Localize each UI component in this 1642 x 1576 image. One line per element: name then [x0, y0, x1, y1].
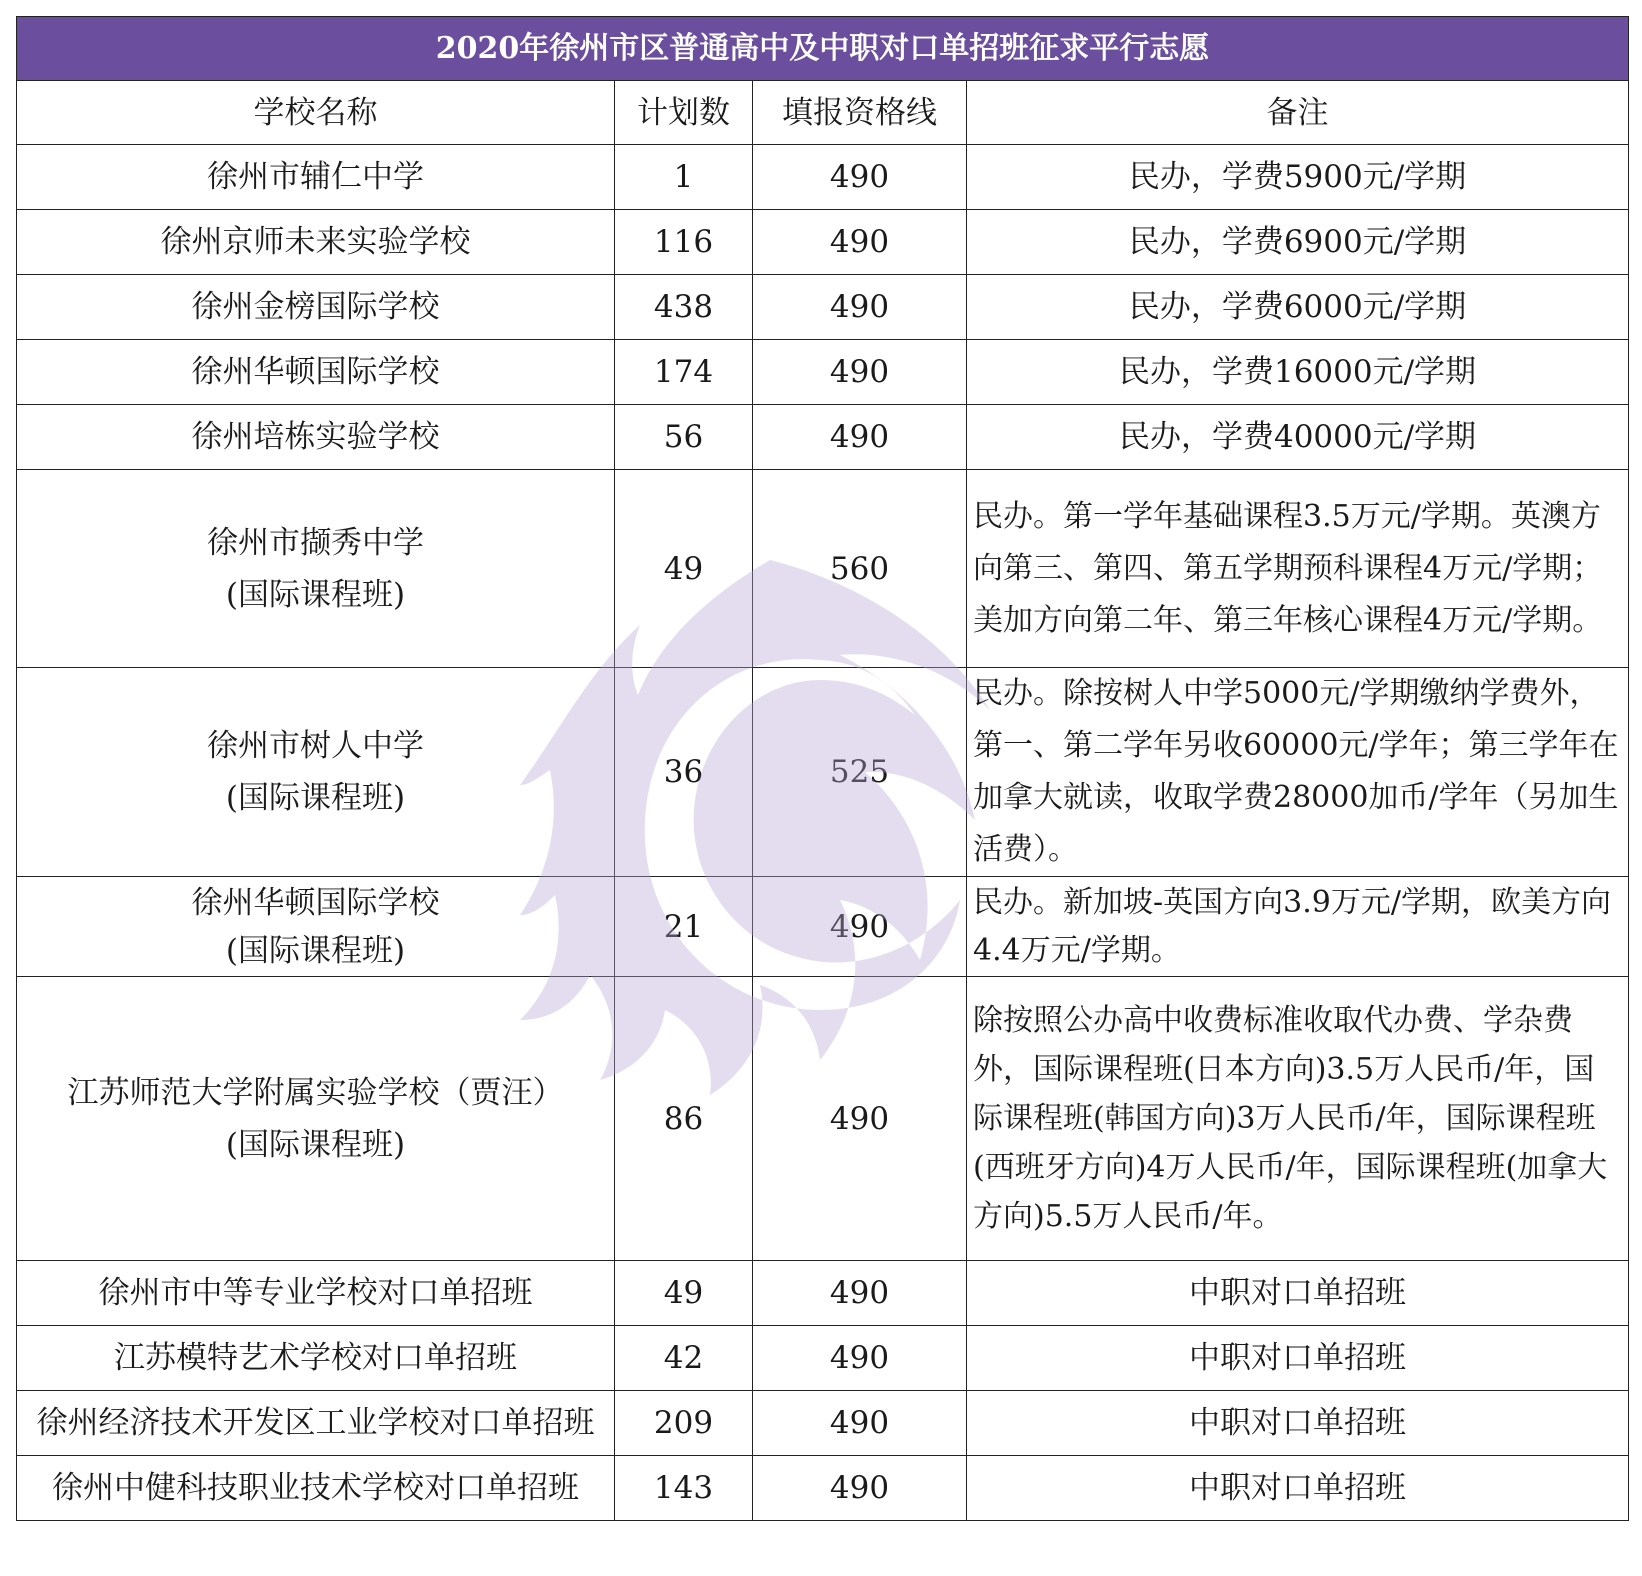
plan-count: 174	[615, 340, 753, 405]
note: 中职对口单招班	[967, 1456, 1629, 1521]
header-note: 备注	[967, 81, 1629, 145]
school-name	[17, 470, 615, 668]
school-name-line2: (国际课程班)	[225, 576, 406, 613]
score-line: 490	[753, 1261, 967, 1326]
school-name	[17, 877, 615, 977]
note: 除按照公办高中收费标准收取代办费、学杂费外，国际课程班(日本方向)3.5万人民币/年，国际课程班(韩国方向)3万人民币/年，国际课程班(西班牙方向)4万人民币/年，国际课程班(加拿大方向)5.5万人民币/年。	[967, 977, 1629, 1261]
school-name	[17, 977, 615, 1261]
school-name-line2: (国际课程班)	[225, 780, 406, 816]
score-line: 490	[753, 877, 967, 977]
table-row	[17, 405, 1629, 470]
school-name	[17, 1261, 615, 1326]
score-line: 490	[753, 340, 967, 405]
school-name-line2: (国际课程班)	[225, 1126, 406, 1163]
note: 民办，学费40000元/学期	[967, 405, 1629, 470]
note: 民办。第一学年基础课程3.5万元/学期。英澳方向第三、第四、第五学期预科课程4万元/学期；美加方向第二年、第三年核心课程4万元/学期。	[967, 470, 1629, 668]
school-name-line1: 徐州中健科技职业技术学校对口单招班	[52, 1470, 579, 1506]
score-line: 490	[753, 1456, 967, 1521]
school-name	[17, 340, 615, 405]
school-name	[17, 1391, 615, 1456]
plan-count: 438	[615, 275, 753, 340]
plan-count: 49	[615, 1261, 753, 1326]
plan-count: 42	[615, 1326, 753, 1391]
school-name-line1: 徐州市中等专业学校对口单招班	[98, 1275, 533, 1311]
score-line: 525	[753, 668, 967, 877]
score-line: 490	[753, 405, 967, 470]
school-name	[17, 1326, 615, 1391]
table-row	[17, 145, 1629, 210]
score-line: 490	[753, 210, 967, 275]
score-line: 490	[753, 977, 967, 1261]
school-name-line1: 徐州市树人中学	[207, 728, 424, 764]
table-row	[17, 1261, 1629, 1326]
note: 民办，学费16000元/学期	[967, 340, 1629, 405]
plan-count: 49	[615, 470, 753, 668]
plan-count: 116	[615, 210, 753, 275]
note: 中职对口单招班	[967, 1261, 1629, 1326]
note: 民办，学费5900元/学期	[967, 145, 1629, 210]
school-name	[17, 668, 615, 877]
table-row	[17, 1391, 1629, 1456]
note: 民办。新加坡-英国方向3.9万元/学期，欧美方向4.4万元/学期。	[967, 877, 1629, 977]
note: 民办，学费6900元/学期	[967, 210, 1629, 275]
school-name	[17, 1456, 615, 1521]
note: 民办，学费6000元/学期	[967, 275, 1629, 340]
admission-table	[16, 16, 1629, 1521]
score-line: 490	[753, 275, 967, 340]
school-name-line1: 徐州金榜国际学校	[191, 289, 440, 325]
note: 中职对口单招班	[967, 1391, 1629, 1456]
table-row	[17, 275, 1629, 340]
school-name-line1: 江苏师范大学附属实验学校（贾汪）	[67, 1074, 564, 1111]
school-name-line1: 徐州经济技术开发区工业学校对口单招班	[36, 1405, 595, 1441]
table-row	[17, 668, 1629, 877]
note: 民办。除按树人中学5000元/学期缴纳学费外，第一、第二学年另收60000元/学年；第三学年在加拿大就读，收取学费28000加币/学年（另加生活费）。	[967, 668, 1629, 877]
table-row	[17, 210, 1629, 275]
school-name-line1: 徐州市撷秀中学	[207, 524, 424, 561]
header-line: 填报资格线	[753, 81, 967, 145]
table-row	[17, 340, 1629, 405]
note: 中职对口单招班	[967, 1326, 1629, 1391]
header-plan: 计划数	[615, 81, 753, 145]
school-name-line1: 徐州华顿国际学校	[191, 884, 440, 921]
school-name-line1: 徐州华顿国际学校	[191, 354, 440, 390]
table-row	[17, 1456, 1629, 1521]
header-row	[17, 81, 1629, 145]
score-line: 490	[753, 1391, 967, 1456]
plan-count: 36	[615, 668, 753, 877]
plan-count: 21	[615, 877, 753, 977]
plan-count: 56	[615, 405, 753, 470]
school-name-line1: 徐州京师未来实验学校	[160, 224, 471, 260]
admission-table-sheet	[16, 16, 1628, 1521]
score-line: 490	[753, 145, 967, 210]
school-name	[17, 145, 615, 210]
school-name	[17, 275, 615, 340]
school-name-line1: 徐州培栋实验学校	[191, 419, 440, 455]
table-row	[17, 470, 1629, 668]
header-school: 学校名称	[17, 81, 615, 145]
plan-count: 143	[615, 1456, 753, 1521]
school-name-line1: 徐州市辅仁中学	[207, 159, 424, 195]
school-name	[17, 405, 615, 470]
school-name-line1: 江苏模特艺术学校对口单招班	[114, 1340, 517, 1376]
plan-count: 1	[615, 145, 753, 210]
score-line: 490	[753, 1326, 967, 1391]
table-row	[17, 977, 1629, 1261]
table-row	[17, 1326, 1629, 1391]
plan-count: 209	[615, 1391, 753, 1456]
score-line: 560	[753, 470, 967, 668]
table-title: 2020年徐州市区普通高中及中职对口单招班征求平行志愿	[17, 17, 1629, 81]
school-name-line2: (国际课程班)	[225, 932, 406, 969]
table-row	[17, 877, 1629, 977]
plan-count: 86	[615, 977, 753, 1261]
school-name	[17, 210, 615, 275]
title-row	[17, 17, 1629, 81]
